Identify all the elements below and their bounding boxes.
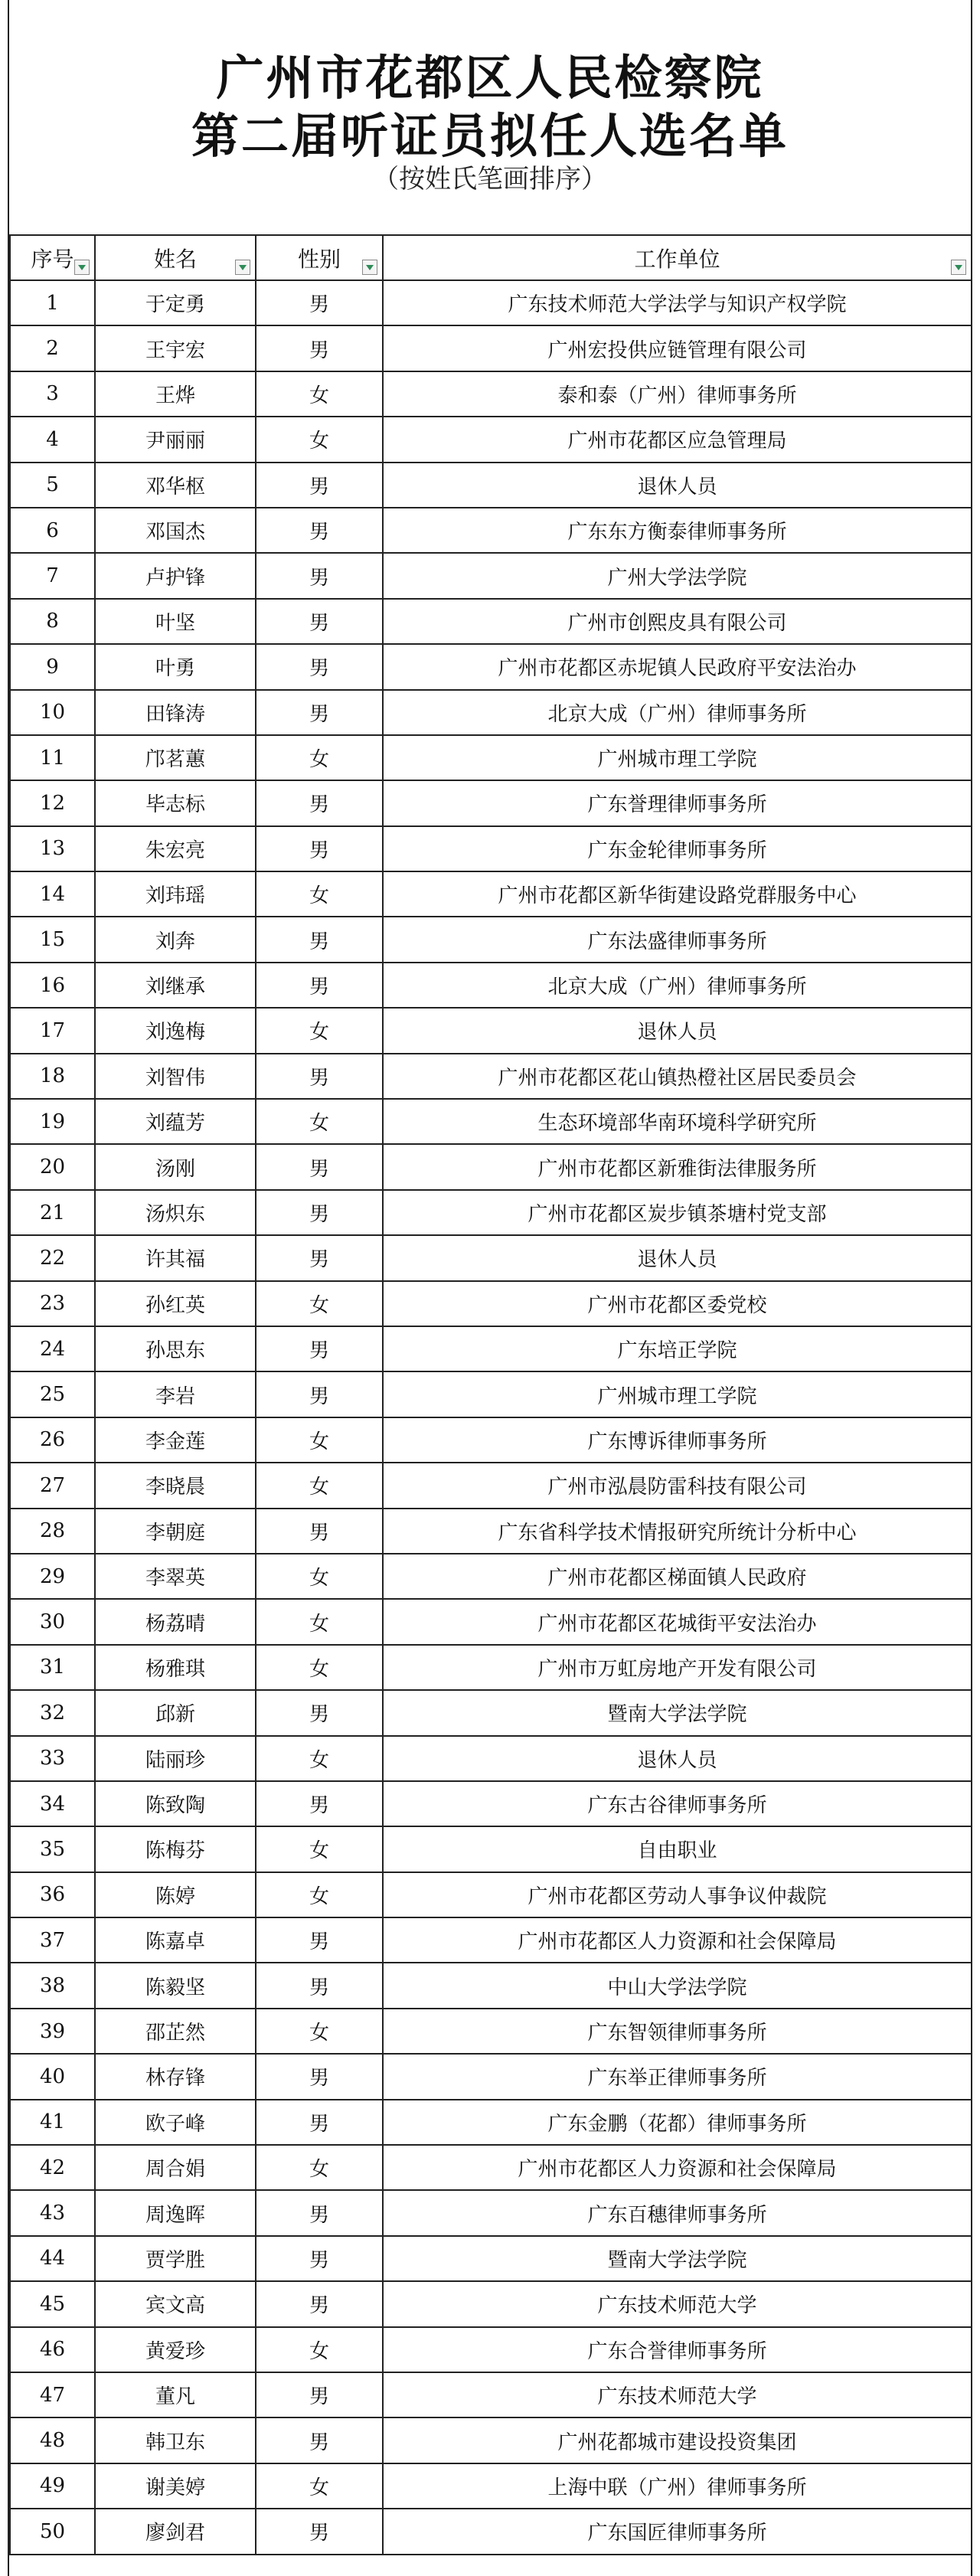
cell-gender: 女	[256, 1417, 383, 1463]
cell-name: 邓国杰	[95, 508, 256, 553]
table-row	[10, 1736, 972, 1781]
cell-no: 13	[10, 826, 95, 871]
table-row	[10, 1645, 972, 1690]
cell-gender: 女	[256, 417, 383, 462]
table-row	[10, 1872, 972, 1917]
table-row	[10, 644, 972, 689]
header-name	[95, 235, 256, 280]
table-row	[10, 2327, 972, 2372]
table-row	[10, 917, 972, 962]
table-row	[10, 417, 972, 462]
cell-no: 22	[10, 1235, 95, 1280]
cell-no: 28	[10, 1509, 95, 1554]
table-row	[10, 1326, 972, 1371]
table-row	[10, 1417, 972, 1463]
cell-name: 李朝庭	[95, 1509, 256, 1554]
cell-gender: 男	[256, 1371, 383, 1417]
cell-gender: 女	[256, 1554, 383, 1599]
cell-name: 王宇宏	[95, 325, 256, 371]
table-row	[10, 2145, 972, 2190]
cell-name: 杨荔晴	[95, 1599, 256, 1644]
cell-unit: 广州市万虹房地产开发有限公司	[383, 1645, 972, 1690]
cell-no: 33	[10, 1736, 95, 1781]
table-row	[10, 2009, 972, 2054]
cell-name: 宾文高	[95, 2281, 256, 2326]
filter-dropdown-icon[interactable]	[235, 260, 250, 275]
table-row	[10, 2509, 972, 2554]
cell-name: 叶勇	[95, 644, 256, 689]
cell-gender: 女	[256, 1826, 383, 1872]
table-row	[10, 2054, 972, 2099]
cell-name: 许其福	[95, 1235, 256, 1280]
cell-name: 邵芷然	[95, 2009, 256, 2054]
cell-no: 23	[10, 1281, 95, 1326]
cell-name: 李金莲	[95, 1417, 256, 1463]
cell-unit: 广东技术师范大学	[383, 2281, 972, 2326]
table-row	[10, 1281, 972, 1326]
cell-no: 5	[10, 463, 95, 508]
header-gender-label: 性别	[297, 246, 341, 272]
cell-gender: 男	[256, 553, 383, 598]
cell-gender: 男	[256, 1963, 383, 2008]
title-block	[9, 0, 971, 234]
cell-gender: 男	[256, 508, 383, 553]
cell-unit: 广州市花都区新华街建设路党群服务中心	[383, 871, 972, 917]
cell-name: 陈毅坚	[95, 1963, 256, 2008]
cell-no: 50	[10, 2509, 95, 2554]
cell-name: 刘蕴芳	[95, 1099, 256, 1144]
cell-name: 刘奔	[95, 917, 256, 962]
cell-name: 汤刚	[95, 1144, 256, 1189]
cell-gender: 女	[256, 2327, 383, 2372]
cell-gender: 男	[256, 463, 383, 508]
cell-no: 45	[10, 2281, 95, 2326]
cell-gender: 男	[256, 1144, 383, 1189]
cell-gender: 男	[256, 2190, 383, 2235]
cell-name: 韩卫东	[95, 2417, 256, 2463]
cell-gender: 女	[256, 2145, 383, 2190]
cell-no: 49	[10, 2463, 95, 2509]
cell-no: 31	[10, 1645, 95, 1690]
table-row	[10, 1690, 972, 1735]
cell-no: 38	[10, 1963, 95, 2008]
cell-name: 朱宏亮	[95, 826, 256, 871]
cell-no: 16	[10, 963, 95, 1008]
header-unit-label: 工作单位	[634, 246, 720, 272]
cell-gender: 男	[256, 1235, 383, 1280]
table-row	[10, 871, 972, 917]
cell-no: 24	[10, 1326, 95, 1371]
cell-unit: 广州宏投供应链管理有限公司	[383, 325, 972, 371]
table-row	[10, 2281, 972, 2326]
roster-table	[9, 234, 972, 2555]
cell-no: 36	[10, 1872, 95, 1917]
cell-unit: 广东技术师范大学	[383, 2372, 972, 2417]
cell-no: 19	[10, 1099, 95, 1144]
cell-name: 田锋涛	[95, 690, 256, 735]
table-row	[10, 2100, 972, 2145]
cell-unit: 暨南大学法学院	[383, 2236, 972, 2281]
cell-unit: 广东技术师范大学法学与知识产权学院	[383, 280, 972, 325]
cell-unit: 暨南大学法学院	[383, 1690, 972, 1735]
cell-gender: 女	[256, 735, 383, 780]
cell-no: 1	[10, 280, 95, 325]
cell-unit: 广东合誉律师事务所	[383, 2327, 972, 2372]
cell-name: 叶坚	[95, 599, 256, 644]
cell-no: 20	[10, 1144, 95, 1189]
cell-gender: 女	[256, 371, 383, 417]
cell-no: 2	[10, 325, 95, 371]
cell-unit: 退休人员	[383, 1008, 972, 1053]
cell-no: 12	[10, 780, 95, 825]
cell-name: 欧子峰	[95, 2100, 256, 2145]
cell-gender: 女	[256, 1599, 383, 1644]
cell-no: 37	[10, 1917, 95, 1963]
cell-name: 林存锋	[95, 2054, 256, 2099]
cell-name: 陆丽珍	[95, 1736, 256, 1781]
cell-unit: 广州市花都区梯面镇人民政府	[383, 1554, 972, 1599]
table-row	[10, 2463, 972, 2509]
cell-unit: 上海中联（广州）律师事务所	[383, 2463, 972, 2509]
cell-name: 李晓晨	[95, 1463, 256, 1508]
cell-unit: 退休人员	[383, 1235, 972, 1280]
cell-no: 29	[10, 1554, 95, 1599]
table-row	[10, 826, 972, 871]
cell-gender: 女	[256, 1281, 383, 1326]
table-row	[10, 735, 972, 780]
cell-gender: 女	[256, 2463, 383, 2509]
cell-gender: 男	[256, 1326, 383, 1371]
cell-name: 孙红英	[95, 1281, 256, 1326]
table-row	[10, 599, 972, 644]
cell-unit: 广州市创熙皮具有限公司	[383, 599, 972, 644]
table-row	[10, 1099, 972, 1144]
table-row	[10, 1144, 972, 1189]
cell-no: 18	[10, 1054, 95, 1099]
cell-gender: 男	[256, 690, 383, 735]
cell-name: 廖剑君	[95, 2509, 256, 2554]
cell-unit: 广东金鹏（花都）律师事务所	[383, 2100, 972, 2145]
cell-gender: 男	[256, 1690, 383, 1735]
cell-unit: 广东百穗律师事务所	[383, 2190, 972, 2235]
cell-unit: 退休人员	[383, 463, 972, 508]
table-row	[10, 280, 972, 325]
table-row	[10, 1917, 972, 1963]
table-row	[10, 690, 972, 735]
cell-name: 邓华枢	[95, 463, 256, 508]
cell-no: 43	[10, 2190, 95, 2235]
cell-unit: 自由职业	[383, 1826, 972, 1872]
cell-gender: 男	[256, 280, 383, 325]
header-gender	[256, 235, 383, 280]
cell-no: 30	[10, 1599, 95, 1644]
table-body	[10, 280, 972, 2555]
cell-unit: 广东培正学院	[383, 1326, 972, 1371]
cell-gender: 男	[256, 2236, 383, 2281]
title-list-name: 第二届听证员拟任人选名单	[191, 108, 789, 164]
cell-gender: 男	[256, 1917, 383, 1963]
table-row	[10, 1826, 972, 1872]
cell-name: 董凡	[95, 2372, 256, 2417]
table-row	[10, 508, 972, 553]
cell-gender: 男	[256, 1781, 383, 1826]
cell-unit: 广州市花都区应急管理局	[383, 417, 972, 462]
cell-name: 汤炽东	[95, 1190, 256, 1235]
table-row	[10, 963, 972, 1008]
cell-gender: 男	[256, 963, 383, 1008]
cell-no: 8	[10, 599, 95, 644]
table-header-row	[10, 235, 972, 280]
cell-name: 周逸晖	[95, 2190, 256, 2235]
filter-dropdown-icon[interactable]	[74, 260, 90, 275]
table-row	[10, 2372, 972, 2417]
cell-name: 于定勇	[95, 280, 256, 325]
cell-name: 杨雅琪	[95, 1645, 256, 1690]
cell-gender: 女	[256, 1099, 383, 1144]
cell-unit: 广东智领律师事务所	[383, 2009, 972, 2054]
cell-no: 34	[10, 1781, 95, 1826]
cell-no: 10	[10, 690, 95, 735]
cell-gender: 女	[256, 1008, 383, 1053]
cell-no: 6	[10, 508, 95, 553]
cell-gender: 女	[256, 1872, 383, 1917]
cell-name: 周合娟	[95, 2145, 256, 2190]
cell-no: 9	[10, 644, 95, 689]
table-row	[10, 780, 972, 825]
cell-gender: 男	[256, 1190, 383, 1235]
cell-gender: 男	[256, 325, 383, 371]
table-row	[10, 325, 972, 371]
cell-no: 7	[10, 553, 95, 598]
header-no	[10, 235, 95, 280]
cell-gender: 女	[256, 1736, 383, 1781]
cell-unit: 广州市花都区炭步镇茶塘村党支部	[383, 1190, 972, 1235]
cell-no: 44	[10, 2236, 95, 2281]
filter-dropdown-icon[interactable]	[951, 260, 966, 275]
table-row	[10, 1190, 972, 1235]
table-row	[10, 1599, 972, 1644]
cell-no: 46	[10, 2327, 95, 2372]
cell-no: 17	[10, 1008, 95, 1053]
cell-unit: 广州城市理工学院	[383, 735, 972, 780]
cell-unit: 广东东方衡泰律师事务所	[383, 508, 972, 553]
cell-unit: 生态环境部华南环境科学研究所	[383, 1099, 972, 1144]
cell-gender: 男	[256, 2054, 383, 2099]
cell-unit: 广东法盛律师事务所	[383, 917, 972, 962]
table-row	[10, 1781, 972, 1826]
cell-no: 41	[10, 2100, 95, 2145]
cell-gender: 男	[256, 2417, 383, 2463]
cell-gender: 男	[256, 1054, 383, 1099]
cell-unit: 广州市泓晨防雷科技有限公司	[383, 1463, 972, 1508]
cell-gender: 男	[256, 644, 383, 689]
table-row	[10, 2417, 972, 2463]
cell-unit: 广州城市理工学院	[383, 1371, 972, 1417]
table-row	[10, 2190, 972, 2235]
table-row	[10, 1963, 972, 2008]
cell-no: 32	[10, 1690, 95, 1735]
cell-no: 15	[10, 917, 95, 962]
cell-no: 11	[10, 735, 95, 780]
table-row	[10, 371, 972, 417]
cell-unit: 广东誉理律师事务所	[383, 780, 972, 825]
filter-dropdown-icon[interactable]	[362, 260, 377, 275]
cell-name: 邱新	[95, 1690, 256, 1735]
cell-name: 陈梅芬	[95, 1826, 256, 1872]
title-sort-note: （按姓氏笔画排序）	[373, 164, 607, 195]
cell-unit: 广州市花都区人力资源和社会保障局	[383, 1917, 972, 1963]
cell-unit: 广东博诉律师事务所	[383, 1417, 972, 1463]
cell-name: 黄爱珍	[95, 2327, 256, 2372]
table-row	[10, 1554, 972, 1599]
cell-unit: 广州市花都区赤坭镇人民政府平安法治办	[383, 644, 972, 689]
table-row	[10, 1371, 972, 1417]
table-row	[10, 1235, 972, 1280]
cell-no: 40	[10, 2054, 95, 2099]
cell-unit: 广州市花都区委党校	[383, 1281, 972, 1326]
document-sheet	[8, 0, 972, 2576]
cell-name: 卢护锋	[95, 553, 256, 598]
cell-gender: 男	[256, 1509, 383, 1554]
cell-name: 陈嘉卓	[95, 1917, 256, 1963]
header-unit	[383, 235, 972, 280]
table-row	[10, 1008, 972, 1053]
cell-unit: 广州市花都区花城街平安法治办	[383, 1599, 972, 1644]
table-row	[10, 463, 972, 508]
cell-name: 邝茗蕙	[95, 735, 256, 780]
cell-unit: 泰和泰（广州）律师事务所	[383, 371, 972, 417]
cell-unit: 广州大学法学院	[383, 553, 972, 598]
cell-unit: 北京大成（广州）律师事务所	[383, 690, 972, 735]
cell-name: 刘智伟	[95, 1054, 256, 1099]
table-row	[10, 1509, 972, 1554]
cell-name: 李岩	[95, 1371, 256, 1417]
cell-unit: 广州花都城市建设投资集团	[383, 2417, 972, 2463]
cell-unit: 北京大成（广州）律师事务所	[383, 963, 972, 1008]
cell-no: 3	[10, 371, 95, 417]
cell-gender: 女	[256, 871, 383, 917]
title-organization: 广州市花都区人民检察院	[216, 50, 764, 106]
cell-unit: 广州市花都区人力资源和社会保障局	[383, 2145, 972, 2190]
cell-no: 4	[10, 417, 95, 462]
table-row	[10, 2236, 972, 2281]
cell-no: 42	[10, 2145, 95, 2190]
cell-unit: 广东金轮律师事务所	[383, 826, 972, 871]
cell-gender: 男	[256, 599, 383, 644]
table-row	[10, 1463, 972, 1508]
cell-no: 47	[10, 2372, 95, 2417]
cell-no: 27	[10, 1463, 95, 1508]
cell-gender: 男	[256, 826, 383, 871]
cell-no: 14	[10, 871, 95, 917]
cell-gender: 女	[256, 1463, 383, 1508]
cell-unit: 广东举正律师事务所	[383, 2054, 972, 2099]
cell-unit: 广东国匠律师事务所	[383, 2509, 972, 2554]
cell-gender: 女	[256, 1645, 383, 1690]
cell-gender: 男	[256, 2372, 383, 2417]
cell-gender: 男	[256, 2281, 383, 2326]
cell-no: 21	[10, 1190, 95, 1235]
cell-unit: 退休人员	[383, 1736, 972, 1781]
cell-name: 刘玮瑶	[95, 871, 256, 917]
cell-gender: 男	[256, 780, 383, 825]
cell-gender: 女	[256, 2009, 383, 2054]
table-row	[10, 1054, 972, 1099]
header-name-label: 姓名	[153, 246, 197, 272]
cell-name: 王烨	[95, 371, 256, 417]
cell-no: 26	[10, 1417, 95, 1463]
cell-name: 刘继承	[95, 963, 256, 1008]
cell-unit: 广东古谷律师事务所	[383, 1781, 972, 1826]
cell-name: 尹丽丽	[95, 417, 256, 462]
cell-no: 35	[10, 1826, 95, 1872]
cell-unit: 中山大学法学院	[383, 1963, 972, 2008]
cell-gender: 男	[256, 2100, 383, 2145]
cell-name: 贾学胜	[95, 2236, 256, 2281]
cell-name: 毕志标	[95, 780, 256, 825]
cell-name: 李翠英	[95, 1554, 256, 1599]
cell-unit: 广州市花都区劳动人事争议仲裁院	[383, 1872, 972, 1917]
cell-name: 陈致陶	[95, 1781, 256, 1826]
cell-no: 39	[10, 2009, 95, 2054]
cell-name: 孙思东	[95, 1326, 256, 1371]
header-no-label: 序号	[31, 246, 74, 272]
cell-name: 陈婷	[95, 1872, 256, 1917]
cell-unit: 广东省科学技术情报研究所统计分析中心	[383, 1509, 972, 1554]
cell-no: 25	[10, 1371, 95, 1417]
cell-unit: 广州市花都区新雅街法律服务所	[383, 1144, 972, 1189]
cell-gender: 男	[256, 2509, 383, 2554]
cell-name: 谢美婷	[95, 2463, 256, 2509]
cell-no: 48	[10, 2417, 95, 2463]
cell-unit: 广州市花都区花山镇热橙社区居民委员会	[383, 1054, 972, 1099]
table-row	[10, 553, 972, 598]
cell-gender: 男	[256, 917, 383, 962]
cell-name: 刘逸梅	[95, 1008, 256, 1053]
